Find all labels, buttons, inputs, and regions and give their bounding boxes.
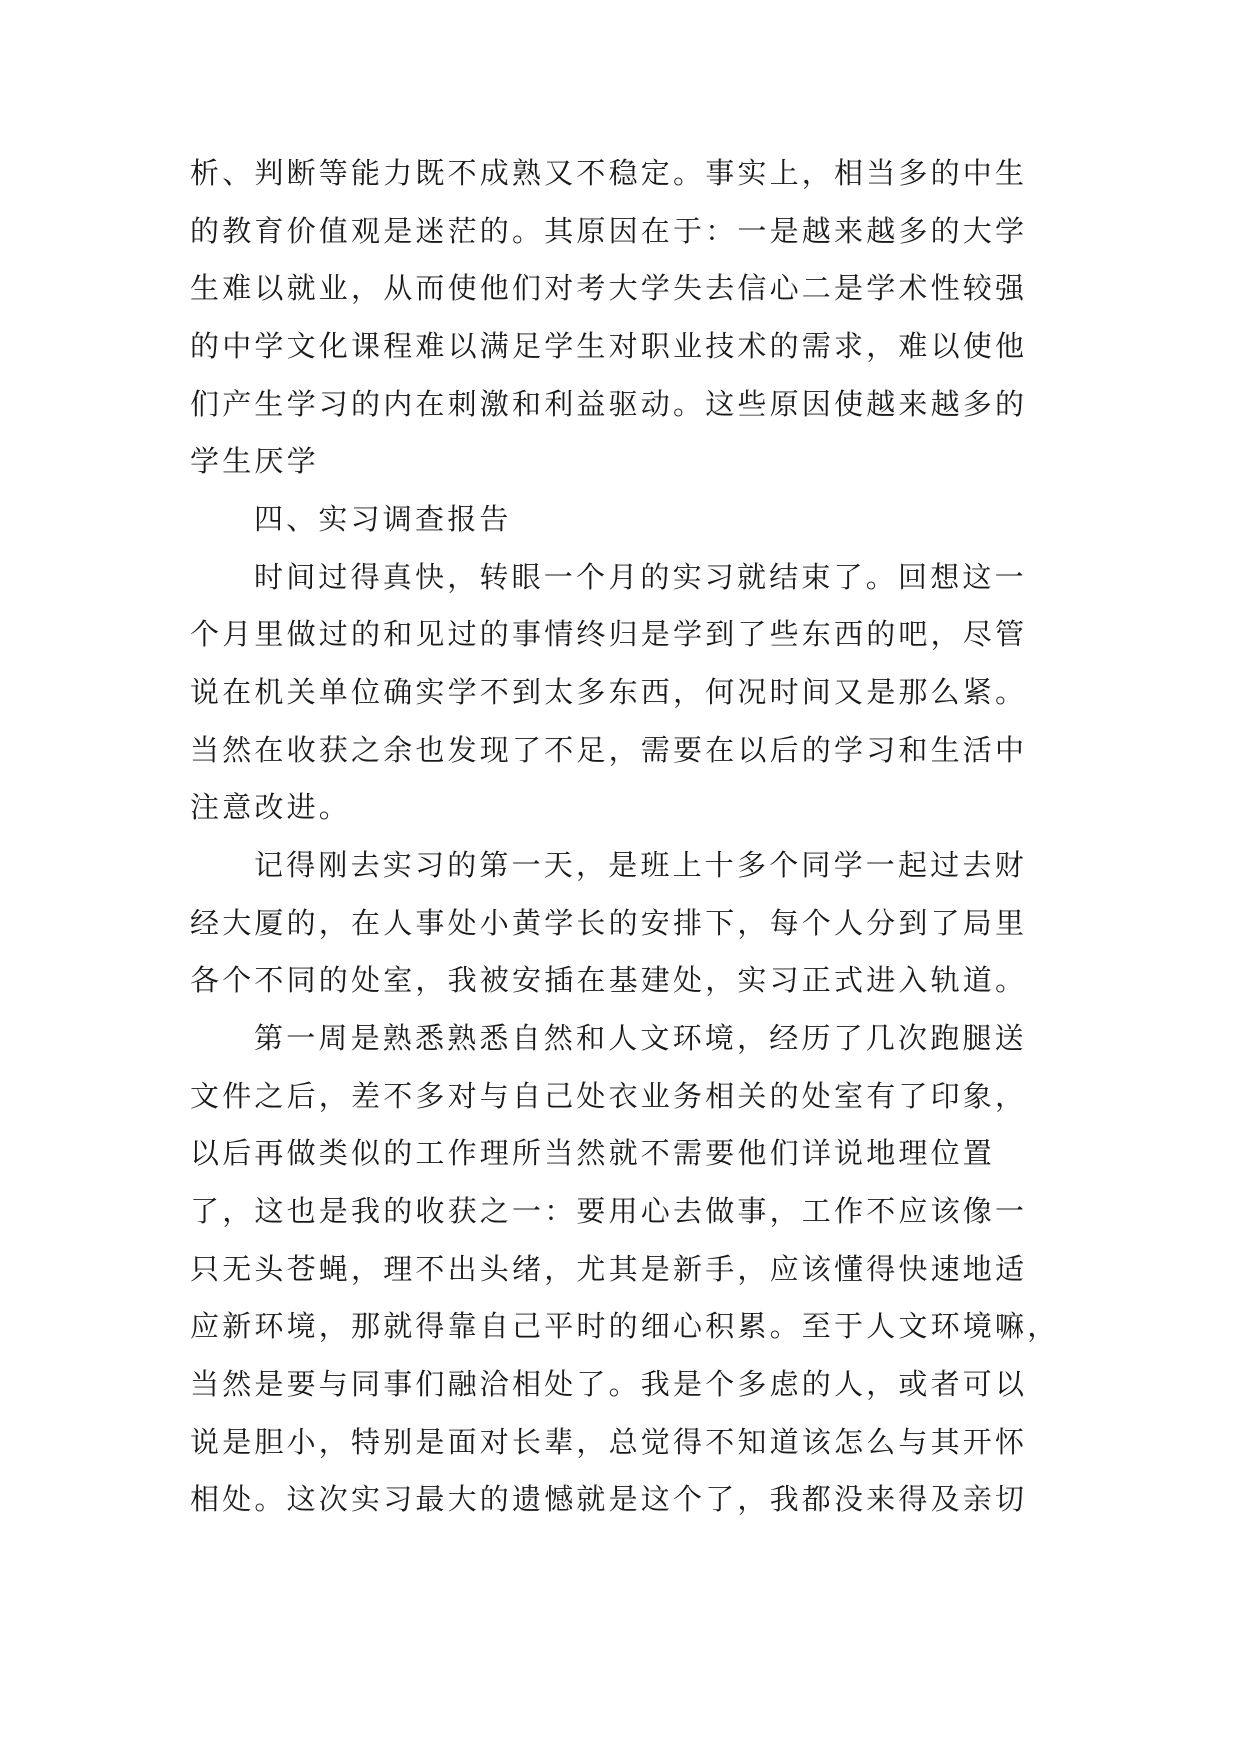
text-line: 析、判断等能力既不成熟又不稳定。事实上，相当多的中生 <box>190 156 1028 190</box>
text-line: 文件之后，差不多对与自己处衣业务相关的处室有了印象， <box>190 1079 1028 1113</box>
text-line: 的教育价值观是迷茫的。其原因在于：一是越来越多的大学 <box>190 214 1028 248</box>
heading-line: 四、实习调查报告 <box>254 502 512 536</box>
text-line: 了，这也是我的收获之一：要用心去做事，工作不应该像一 <box>190 1194 1028 1228</box>
text-line: 说在机关单位确实学不到太多东西，何况时间又是那么紧。 <box>190 675 1028 709</box>
text-line: 当然在收获之余也发现了不足，需要在以后的学习和生活中 <box>190 733 1028 767</box>
text-line: 时间过得真快，转眼一个月的实习就结束了。回想这一 <box>254 560 1027 594</box>
text-line: 们产生学习的内在刺激和利益驱动。这些原因使越来越多的 <box>190 387 1028 421</box>
text-line: 应新环境，那就得靠自己平时的细心积累。至于人文环境嘛， <box>190 1309 1060 1343</box>
text-line: 以后再做类似的工作理所当然就不需要他们详说地理位置 <box>190 1136 996 1170</box>
text-line: 经大厦的，在人事处小黄学长的安排下，每个人分到了局里 <box>190 906 1028 940</box>
text-line: 学生厌学 <box>190 444 319 478</box>
text-line: 只无头苍蝇，理不出头绪，尤其是新手，应该懂得快速地适 <box>190 1252 1028 1286</box>
text-line: 各个不同的处室，我被安插在基建处，实习正式进入轨道。 <box>190 963 1028 997</box>
text-line: 第一周是熟悉熟悉自然和人文环境，经历了几次跑腿送 <box>254 1021 1027 1055</box>
text-line: 说是胆小，特别是面对长辈，总觉得不知道该怎么与其开怀 <box>190 1425 1028 1459</box>
text-line: 注意改进。 <box>190 790 352 824</box>
text-line: 记得刚去实习的第一天，是班上十多个同学一起过去财 <box>254 848 1027 882</box>
text-line: 个月里做过的和见过的事情终归是学到了些东西的吧，尽管 <box>190 617 1028 651</box>
text-line: 相处。这次实习最大的遗憾就是这个了，我都没来得及亲切 <box>190 1482 1028 1516</box>
text-line: 的中学文化课程难以满足学生对职业技术的需求，难以使他 <box>190 329 1028 363</box>
text-line: 当然是要与同事们融洽相处了。我是个多虑的人，或者可以 <box>190 1367 1028 1401</box>
text-line: 生难以就业，从而使他们对考大学失去信心二是学术性较强 <box>190 271 1028 305</box>
